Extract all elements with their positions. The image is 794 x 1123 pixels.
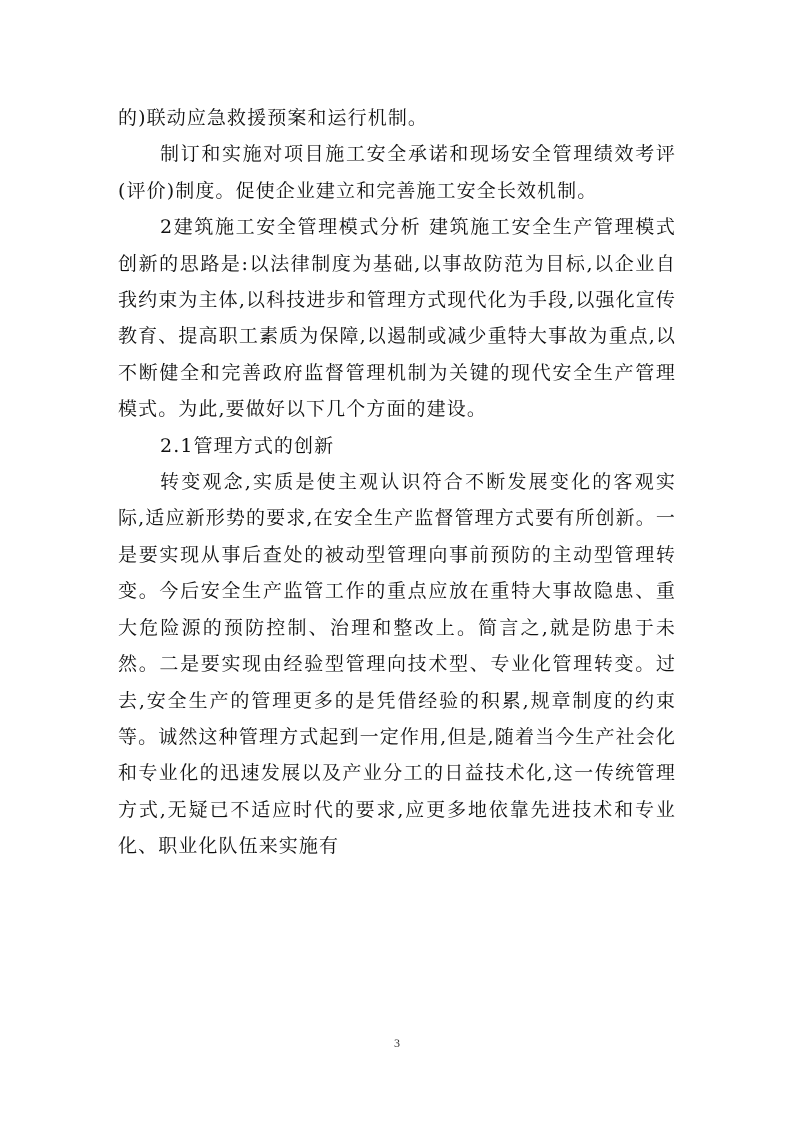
- section-heading-management-innovation: 2.1管理方式的创新: [160, 434, 335, 457]
- paragraph-emergency-mechanism: 的)联动应急救援预案和运行机制。: [118, 107, 429, 129]
- document-body: [118, 100, 676, 865]
- paragraph-management-mode-analysis: 2建筑施工安全管理模式分析 建筑施工安全生产管理模式创新的思路是:以法律制度为基础,以事故防范为目标,以企业自我约束为主体,以科技进步和管理方式现代化为手段,以强化宣传教育、提高职工素质为保障,以遏制或减少重特大事故为重点,以不断健全和完善政府监督管理机制为关键的现代安全生产管理模式。为此,要做好以下几个方面的建设。: [118, 216, 676, 421]
- page-number: 3: [394, 1036, 400, 1050]
- paragraph-evaluation-system: 制订和实施对项目施工安全承诺和现场安全管理绩效考评(评价)制度。促使企业建立和完善施工安全长效机制。: [118, 143, 676, 202]
- paragraph-management-innovation: 转变观念,实质是使主观认识符合不断发展变化的客观实际,适应新形势的要求,在安全生产监督管理方式要有所创新。一是要实现从事后查处的被动型管理向事前预防的主动型管理转变。今后安全生产监管工作的重点应放在重特大事故隐患、重大危险源的预防控制、治理和整改上。简言之,就是防患于未然。二是要实现由经验型管理向技术型、专业化管理转变。过去,安全生产的管理更多的是凭借经验的积累,规章制度的约束等。诚然这种管理方式起到一定作用,但是,随着当今生产社会化和专业化的迅速发展以及产业分工的日益技术化,这一传统管理方式,无疑已不适应时代的要求,应更多地依靠先进技术和专业化、职业化队伍来实施有: [118, 471, 676, 858]
